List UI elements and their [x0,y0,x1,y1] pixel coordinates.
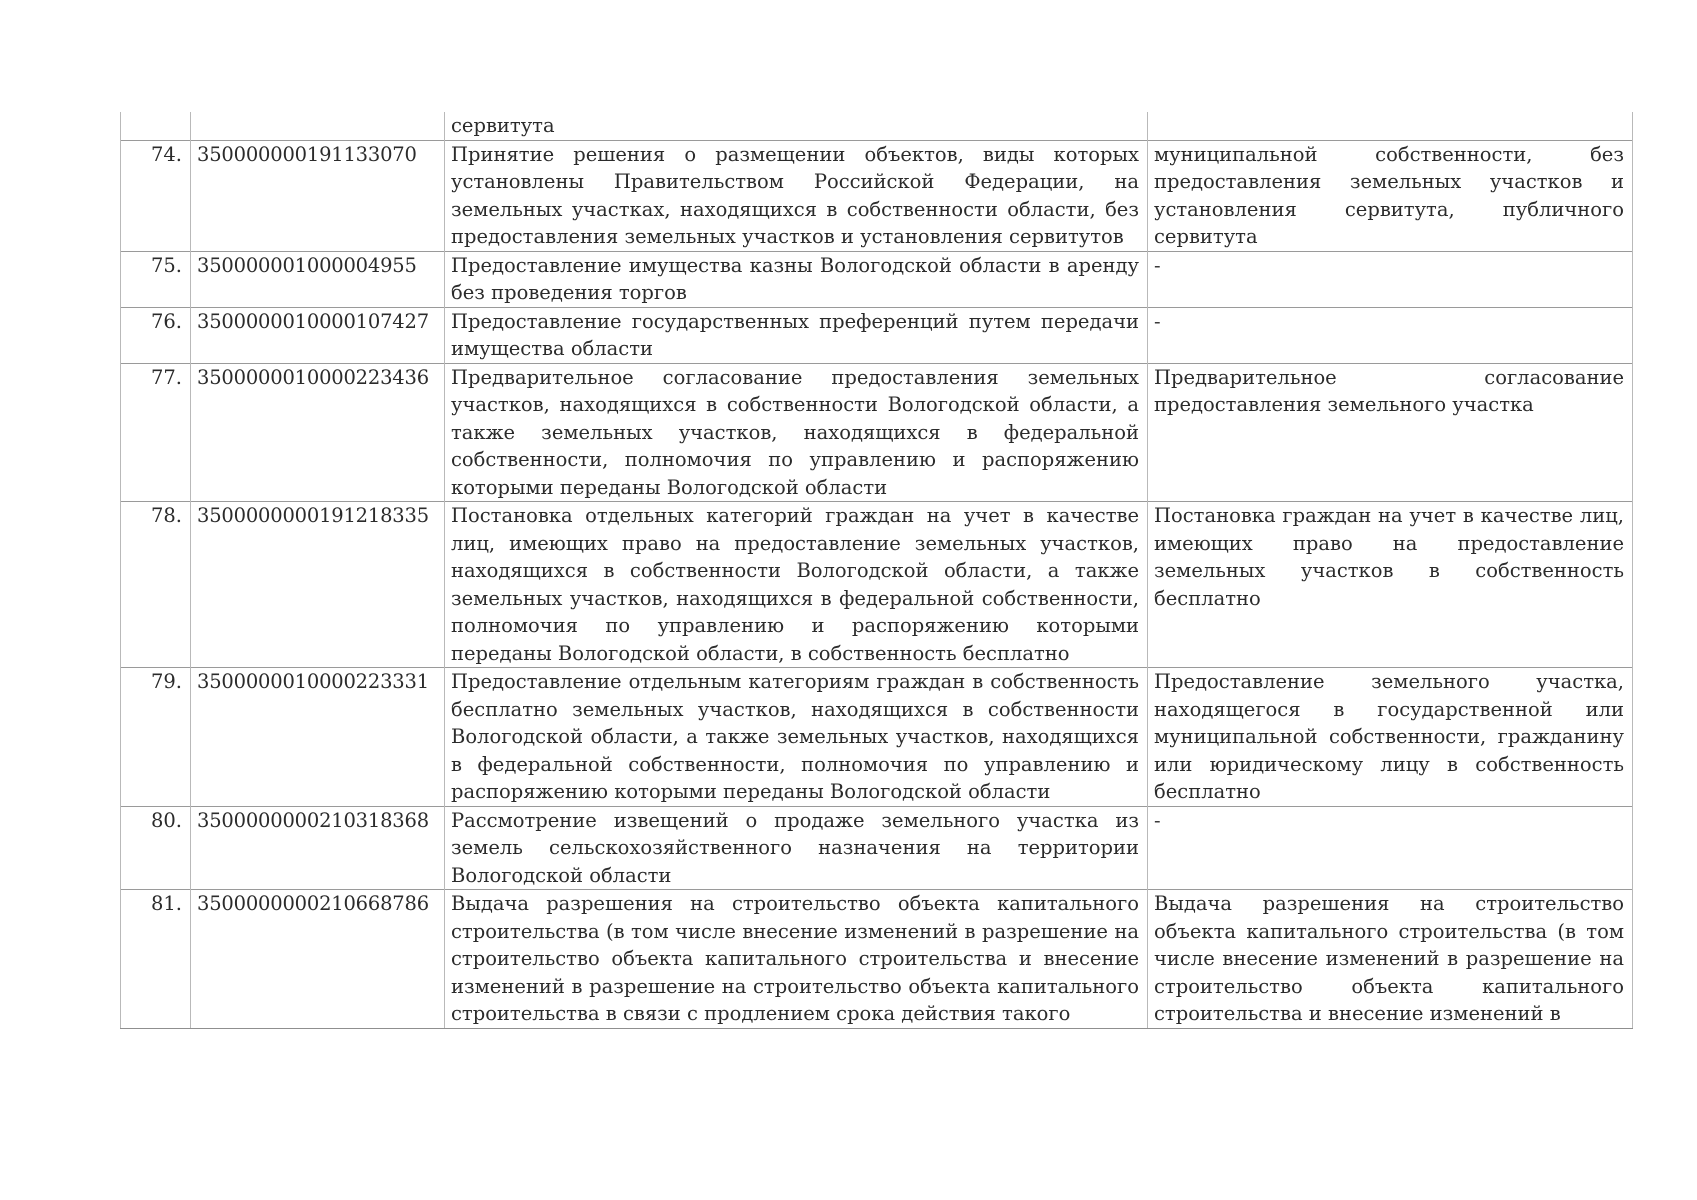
standard-service-cell [1148,307,1633,363]
service-id-cell: 3500000000191218335 [191,502,445,668]
row-number-cell: 77. [121,363,191,502]
service-id-cell: 3500000000210668786 [191,890,445,1029]
row-number-cell: 74. [121,140,191,251]
table-row [121,668,1633,807]
empty-value-dash: - [1154,309,1161,333]
service-name-cell: Предоставление государственных преференций путем передачи имущества области [445,307,1148,363]
service-name-cell: Выдача разрешения на строительство объекта капитального строительства (в том числе внесение изменений в разрешение на строительство объекта капитального строительства и внесение изменений в разрешение на строительство объекта капитального строительства в связи с продлением срока действия такого [445,890,1148,1029]
row-number-cell: 76. [121,307,191,363]
standard-service-cell: Выдача разрешения на строительство объекта капитального строительства (в том числе внесение изменений в разрешение на строительство объекта капитального строительства и внесение изменений в [1148,890,1633,1029]
row-number-cell: 78. [121,502,191,668]
service-name-cell: сервитута [445,112,1148,140]
services-registry-table [120,112,1633,1029]
row-number-cell: 81. [121,890,191,1029]
row-number-cell: 80. [121,806,191,890]
empty-value-dash: - [1154,808,1161,832]
standard-service-cell [1148,806,1633,890]
service-name-cell: Принятие решения о размещении объектов, виды которых установлены Правительством Российской Федерации, на земельных участках, находящихся в собственности области, без предоставления земельных участков и установления сервитутов [445,140,1148,251]
standard-service-cell: муниципальной собственности, без предоставления земельных участков и установления сервитута, публичного сервитута [1148,140,1633,251]
standard-service-cell: Предоставление земельного участка, находящегося в государственной или муниципальной собственности, гражданину или юридическому лицу в собственность бесплатно [1148,668,1633,807]
standard-service-cell [1148,112,1633,140]
standard-service-cell: Постановка граждан на учет в качестве лиц, имеющих право на предоставление земельных участков в собственность бесплатно [1148,502,1633,668]
service-id-cell: 350000001000004955 [191,251,445,307]
row-number-cell: 79. [121,668,191,807]
service-id-cell [191,112,445,140]
row-number-cell: 75. [121,251,191,307]
service-id-cell: 3500000010000223436 [191,363,445,502]
standard-service-cell [1148,251,1633,307]
service-id-cell: 3500000010000107427 [191,307,445,363]
table-row [121,363,1633,502]
service-id-cell: 350000000191133070 [191,140,445,251]
service-id-cell: 3500000000210318368 [191,806,445,890]
service-name-cell: Рассмотрение извещений о продаже земельного участка из земель сельскохозяйственного назначения на территории Вологодской области [445,806,1148,890]
table-row-continuation [121,112,1633,140]
service-name-cell: Предварительное согласование предоставления земельных участков, находящихся в собственности Вологодской области, а также земельных участков, находящихся в федеральной собственности, полномочия по управлению и распоряжению которыми переданы Вологодской области [445,363,1148,502]
table-row [121,890,1633,1029]
table-row [121,307,1633,363]
service-id-cell: 3500000010000223331 [191,668,445,807]
row-number-cell [121,112,191,140]
service-name-cell: Предоставление отдельным категориям граждан в собственность бесплатно земельных участков, находящихся в собственности Вологодской области, а также земельных участков, находящихся в федеральной собственности, полномочия по управлению и распоряжению которыми переданы Вологодской области [445,668,1148,807]
table-row [121,806,1633,890]
empty-value-dash: - [1154,253,1161,277]
service-name-cell: Постановка отдельных категорий граждан на учет в качестве лиц, имеющих право на предоставление земельных участков, находящихся в собственности Вологодской области, а также земельных участков, находящихся в федеральной собственности, полномочия по управлению и распоряжению которыми переданы Вологодской области, в собственность бесплатно [445,502,1148,668]
table-body [121,112,1633,1028]
table-row [121,502,1633,668]
standard-service-cell: Предварительное согласование предоставления земельного участка [1148,363,1633,502]
service-name-cell: Предоставление имущества казны Вологодской области в аренду без проведения торгов [445,251,1148,307]
table-row [121,251,1633,307]
table-row [121,140,1633,251]
